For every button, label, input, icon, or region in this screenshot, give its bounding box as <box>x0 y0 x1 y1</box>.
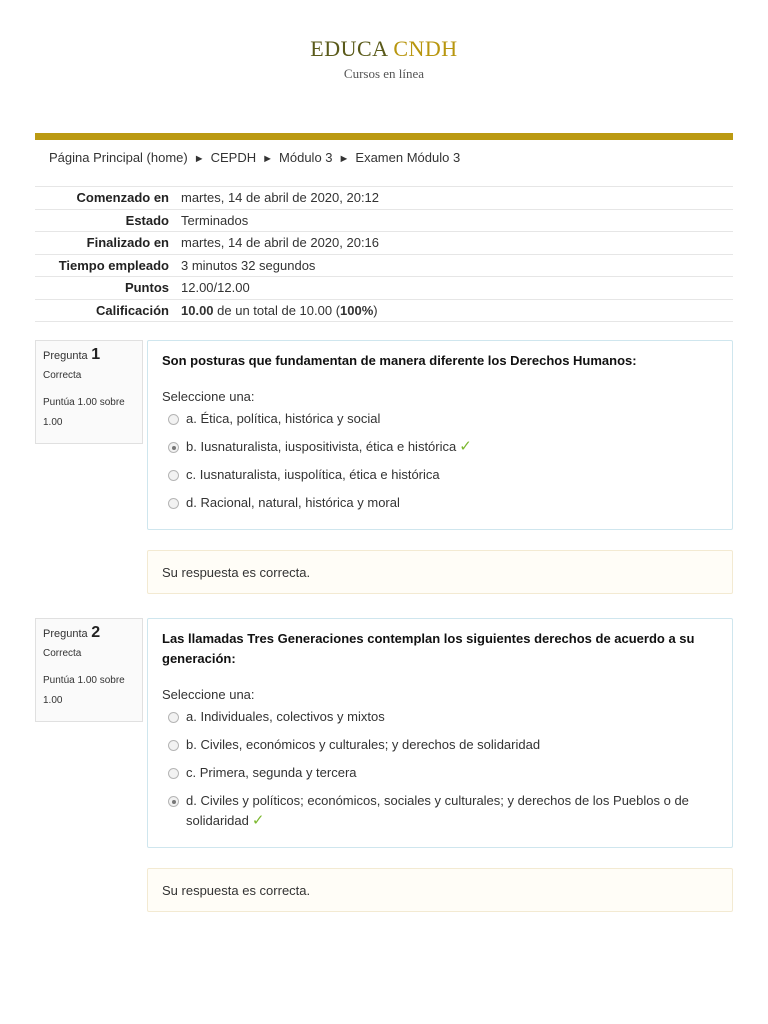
answer-option[interactable]: a. Ética, política, histórica y social <box>162 409 718 429</box>
question-state: Correcta <box>43 648 82 659</box>
site-header <box>0 36 768 82</box>
breadcrumb-course[interactable]: CEPDH <box>210 150 257 165</box>
question-grade: Puntúa 1.00 sobre 1.00 <box>43 397 125 428</box>
breadcrumb <box>49 150 460 165</box>
question-content-2 <box>147 618 733 848</box>
answer-options <box>162 409 718 513</box>
summary-value: 3 minutos 32 segundos <box>181 254 733 277</box>
radio-icon[interactable] <box>168 470 179 481</box>
site-title[interactable]: EDUCA CNDH <box>310 36 458 61</box>
radio-icon[interactable] <box>168 768 179 779</box>
summary-label: Tiempo empleado <box>35 254 181 277</box>
summary-row <box>35 232 733 255</box>
radio-checked-icon[interactable] <box>168 442 179 453</box>
answer-option[interactable]: c. Primera, segunda y tercera <box>162 763 718 783</box>
answer-option[interactable]: d. Racional, natural, histórica y moral <box>162 493 718 513</box>
summary-label: Finalizado en <box>35 232 181 255</box>
answer-prompt: Seleccione una: <box>162 389 255 404</box>
question-label: Pregunta <box>43 628 88 640</box>
checkmark-icon: ✓ <box>251 812 265 829</box>
answer-option[interactable]: a. Individuales, colectivos y mixtos <box>162 707 718 727</box>
radio-icon[interactable] <box>168 740 179 751</box>
breadcrumb-separator-icon: ► <box>338 153 350 165</box>
breadcrumb-home[interactable]: Página Principal (home) <box>49 150 188 165</box>
question-grade: Puntúa 1.00 sobre 1.00 <box>43 675 125 706</box>
summary-row <box>35 277 733 300</box>
site-subtitle: Cursos en línea <box>343 66 425 81</box>
answer-option[interactable]: c. Iusnaturalista, iuspolítica, ética e histórica <box>162 465 718 485</box>
question-state: Correcta <box>43 370 82 381</box>
radio-checked-icon[interactable] <box>168 796 179 807</box>
question-label: Pregunta <box>43 350 88 362</box>
radio-icon[interactable] <box>168 414 179 425</box>
radio-icon[interactable] <box>168 498 179 509</box>
question-text: Las llamadas Tres Generaciones contemplan los siguientes derechos de acuerdo a su generación: <box>162 631 695 666</box>
summary-row-grade <box>35 299 733 322</box>
summary-label: Puntos <box>35 277 181 300</box>
summary-value: martes, 14 de abril de 2020, 20:12 <box>181 187 733 210</box>
answer-option[interactable]: d. Civiles y políticos; económicos, sociales y culturales; y derechos de los Pueblos o de solidaridad ✓ <box>162 791 718 831</box>
question-info-1 <box>35 340 143 444</box>
grade-label: Calificación <box>35 299 181 322</box>
attempt-summary-table <box>35 186 733 322</box>
question-info-2 <box>35 618 143 722</box>
answer-options <box>162 707 718 831</box>
grade-value: 10.00 de un total de 10.00 (100%) <box>181 299 733 322</box>
breadcrumb-separator-icon: ► <box>193 153 205 165</box>
answer-option[interactable]: b. Civiles, económicos y culturales; y derechos de solidaridad <box>162 735 718 755</box>
summary-row <box>35 187 733 210</box>
summary-row <box>35 209 733 232</box>
summary-row <box>35 254 733 277</box>
radio-icon[interactable] <box>168 712 179 723</box>
summary-label: Comenzado en <box>35 187 181 210</box>
summary-value: martes, 14 de abril de 2020, 20:16 <box>181 232 733 255</box>
summary-value: 12.00/12.00 <box>181 277 733 300</box>
question-number: 2 <box>91 624 101 641</box>
breadcrumb-separator-icon: ► <box>262 153 274 165</box>
feedback-1: Su respuesta es correcta. <box>147 550 733 594</box>
summary-value: Terminados <box>181 209 733 232</box>
answer-option[interactable]: b. Iusnaturalista, iuspositivista, ética e histórica ✓ <box>162 437 718 457</box>
feedback-2: Su respuesta es correcta. <box>147 868 733 912</box>
breadcrumb-exam[interactable]: Examen Módulo 3 <box>355 150 461 165</box>
header-divider <box>35 133 733 140</box>
question-number: 1 <box>91 346 101 363</box>
answer-prompt: Seleccione una: <box>162 687 255 702</box>
breadcrumb-module[interactable]: Módulo 3 <box>279 150 333 165</box>
summary-label: Estado <box>35 209 181 232</box>
question-text: Son posturas que fundamentan de manera diferente los Derechos Humanos: <box>162 353 637 368</box>
checkmark-icon: ✓ <box>459 438 472 455</box>
question-content-1 <box>147 340 733 530</box>
